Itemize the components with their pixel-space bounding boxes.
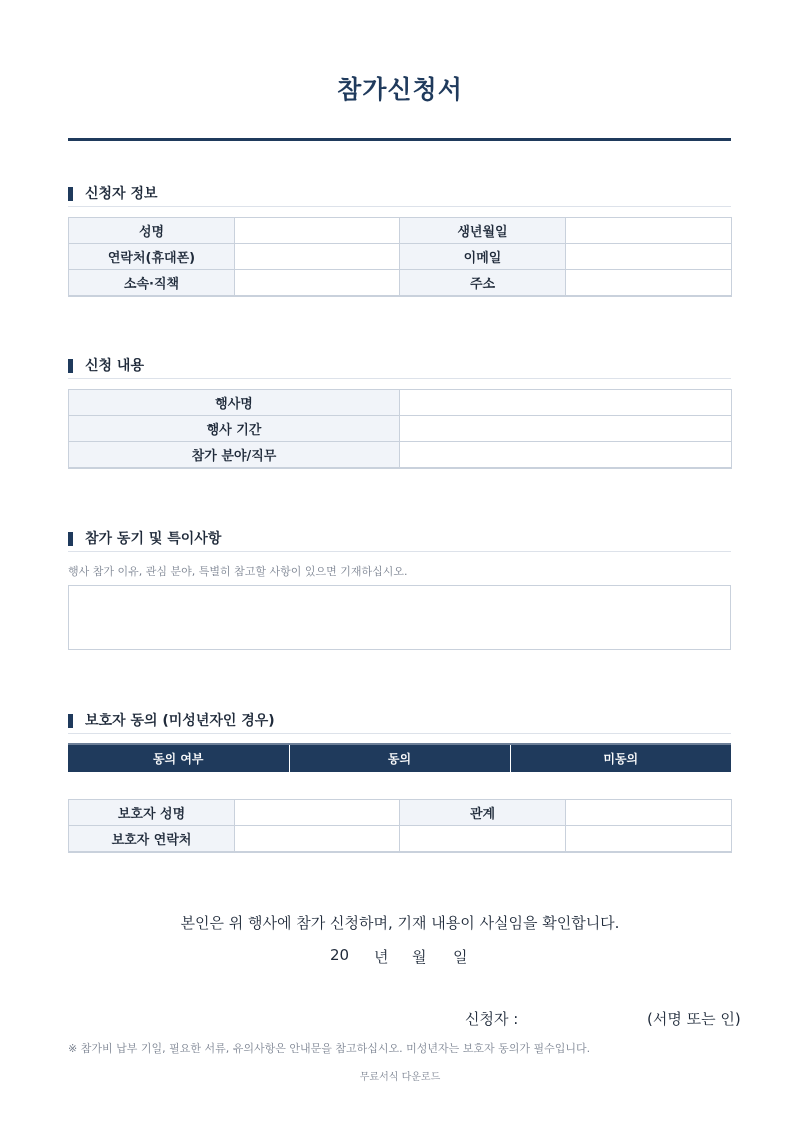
- section-title: 신청자 정보: [85, 186, 158, 202]
- name-field[interactable]: [235, 218, 400, 244]
- section-title: 보호자 동의 (미성년자인 경우): [85, 713, 275, 729]
- section-marker: [68, 714, 73, 728]
- table-row: [69, 244, 732, 270]
- date-month-label: 월: [412, 948, 427, 966]
- table-row: [69, 826, 732, 853]
- date-day-label: 일: [453, 948, 468, 966]
- address-field[interactable]: [566, 270, 732, 297]
- section-heading-motivation: [68, 531, 731, 552]
- event-name-field[interactable]: [400, 390, 732, 416]
- name-label: 성명: [69, 218, 235, 244]
- section-title: 신청 내용: [85, 358, 144, 374]
- email-label: 이메일: [400, 244, 566, 270]
- table-row: [69, 416, 732, 442]
- motivation-textarea[interactable]: [68, 585, 731, 650]
- date-year-prefix: 20: [330, 946, 350, 964]
- guardian-contact-label: 보호자 연락처: [69, 826, 235, 853]
- consent-header: 동의 여부: [68, 744, 289, 772]
- section-marker: [68, 187, 73, 201]
- table-row: [69, 218, 732, 244]
- table-row: [69, 800, 732, 826]
- applicant-signature-label: 신청자 :: [465, 1010, 519, 1028]
- footer-text: 무료서식 다운로드: [359, 1072, 441, 1083]
- applicant-table: [68, 217, 732, 297]
- table-row: [69, 442, 732, 469]
- table-row: [69, 390, 732, 416]
- guardian-table: [68, 799, 732, 853]
- section-heading-application: [68, 358, 731, 379]
- date-year-label: 년: [374, 948, 389, 966]
- birthdate-field[interactable]: [566, 218, 732, 244]
- consent-table: [68, 743, 731, 772]
- guardian-name-field[interactable]: [235, 800, 400, 826]
- signature-hint: (서명 또는 인): [647, 1010, 741, 1028]
- application-table: [68, 389, 732, 469]
- event-period-label: 행사 기간: [69, 416, 400, 442]
- participation-field-input[interactable]: [400, 442, 732, 469]
- address-label: 주소: [400, 270, 566, 297]
- event-period-field[interactable]: [400, 416, 732, 442]
- guardian-contact-field-2[interactable]: [400, 826, 566, 853]
- affiliation-field[interactable]: [235, 270, 400, 297]
- title-rule: [68, 138, 731, 141]
- section-heading-applicant: [68, 186, 731, 207]
- table-row: [69, 270, 732, 297]
- page-title: 참가신청서: [337, 75, 463, 104]
- guardian-contact-field[interactable]: [235, 826, 400, 853]
- relationship-field[interactable]: [566, 800, 732, 826]
- email-field[interactable]: [566, 244, 732, 270]
- guardian-name-label: 보호자 성명: [69, 800, 235, 826]
- phone-label: 연락처(휴대폰): [69, 244, 235, 270]
- notice-text: ※ 참가비 납부 기일, 필요한 서류, 유의사항은 안내문을 참고하십시오. 미성년자는 보호자 동의가 필수입니다.: [68, 1042, 591, 1055]
- phone-field[interactable]: [235, 244, 400, 270]
- confirmation-statement: 본인은 위 행사에 참가 신청하며, 기재 내용이 사실임을 확인합니다.: [180, 914, 620, 932]
- section-marker: [68, 532, 73, 546]
- participation-field-label: 참가 분야/직무: [69, 442, 400, 469]
- consent-agree-option[interactable]: 동의: [289, 744, 510, 772]
- affiliation-label: 소속·직책: [69, 270, 235, 297]
- guardian-contact-field-3[interactable]: [566, 826, 732, 853]
- relationship-label: 관계: [400, 800, 566, 826]
- birthdate-label: 생년월일: [400, 218, 566, 244]
- section-title: 참가 동기 및 특이사항: [85, 531, 222, 547]
- table-row: [68, 744, 731, 772]
- section-heading-guardian: [68, 713, 731, 734]
- consent-disagree-option[interactable]: 미동의: [510, 744, 731, 772]
- motivation-hint: 행사 참가 이유, 관심 분야, 특별히 참고할 사항이 있으면 기재하십시오.: [68, 565, 408, 578]
- section-marker: [68, 359, 73, 373]
- event-name-label: 행사명: [69, 390, 400, 416]
